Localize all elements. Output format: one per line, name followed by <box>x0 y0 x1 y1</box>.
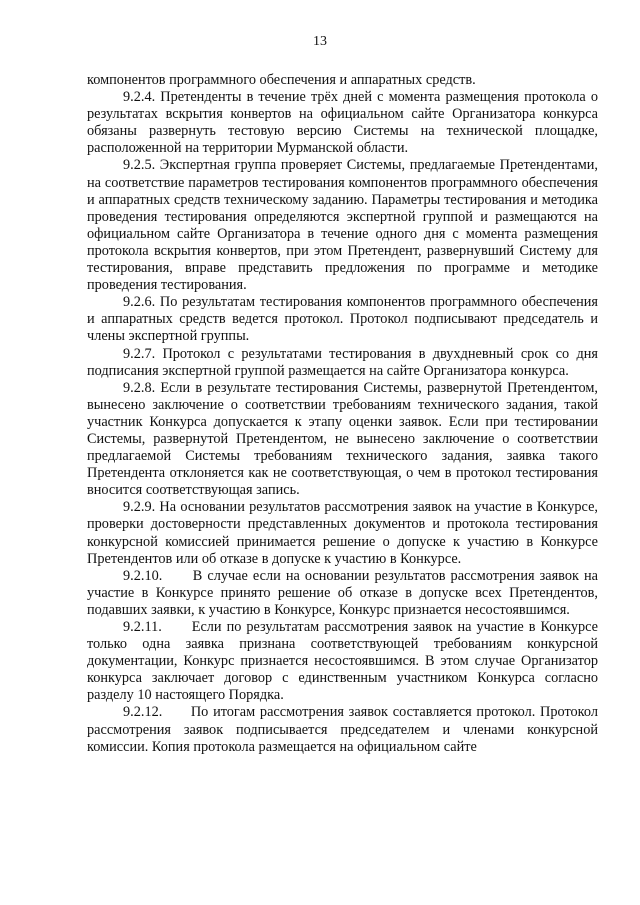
paragraph-9-2-5: 9.2.5. Экспертная группа проверяет Системы, предлагаемые Претендентами, на соответствие параметров тестирования компонентов программного обеспечения и аппаратных средств техническому заданию. Параметры тестирования и методика проведения тестирования определяются экспертной группой и размещаются на официальном сайте Организатора в течение одного дня с момента размещения протокола вскрытия конвертов, при этом Претендент, развернувший Систему для тестирования, вправе представить предложения по программе и методике проведения тестирования. <box>87 157 598 294</box>
paragraph-9-2-11: 9.2.11. Если по результатам рассмотрения заявок на участие в Конкурсе только одна заявка признана соответствующей требованиям конкурсной документации, Конкурс признается несостоявшимся. В этом случае Организатор конкурса заключает договор с единственным участником Конкурса согласно разделу 10 настоящего Порядка. <box>87 619 602 704</box>
document-body <box>87 72 602 756</box>
paragraph-9-2-12: 9.2.12. По итогам рассмотрения заявок составляется протокол. Протокол рассмотрения заявок подписывается председателем и членами конкурсной комиссии. Копия протокола размещается на официальном сайте <box>87 704 602 755</box>
paragraph-9-2-6: 9.2.6. По результатам тестирования компонентов программного обеспечения и аппаратных средств ведется протокол. Протокол подписывают председатель и члены экспертной группы. <box>87 294 598 345</box>
paragraph-9-2-10: 9.2.10. В случае если на основании результатов рассмотрения заявок на участие в Конкурсе принято решение об отказе в допуске всех Претендентов, подавших заявки, к участию в Конкурсе, Конкурс признается несостоявшимся. <box>87 567 602 618</box>
paragraph-continuation: компонентов программного обеспечения и аппаратных средств. <box>87 72 476 88</box>
paragraph-9-2-8: 9.2.8. Если в результате тестирования Системы, развернутой Претендентом, вынесено заключение о соответствии требованиям технического задания, такой участник Конкурса допускается к этапу оценки заявок. Если при тестировании Системы, развернутой Претендентом, не вынесено заключение о соответствии предлагаемой Системы требованиям технического задания, заявка такого Претендента отклоняется как не соответствующая, о чем в протокол тестирования вносится соответствующая запись. <box>87 379 598 499</box>
paragraph-9-2-9: 9.2.9. На основании результатов рассмотрения заявок на участие в Конкурсе, проверки достоверности представленных документов и протокола тестирования конкурсной комиссией принимается решение о допуске к участию в Конкурсе Претендентов или об отказе в допуске к участию в Конкурсе. <box>87 499 598 567</box>
page-number: 13 <box>313 34 327 49</box>
paragraph-9-2-4: 9.2.4. Претенденты в течение трёх дней с момента размещения протокола о результатах вскрытия конвертов на официальном сайте Организатора конкурса обязаны развернуть тестовую версию Системы на технической площадке, расположенной на территории Мурманской области. <box>87 89 598 157</box>
paragraph-9-2-7: 9.2.7. Протокол с результатами тестирования в двухдневный срок со дня подписания экспертной группой размещается на сайте Организатора конкурса. <box>87 345 598 379</box>
